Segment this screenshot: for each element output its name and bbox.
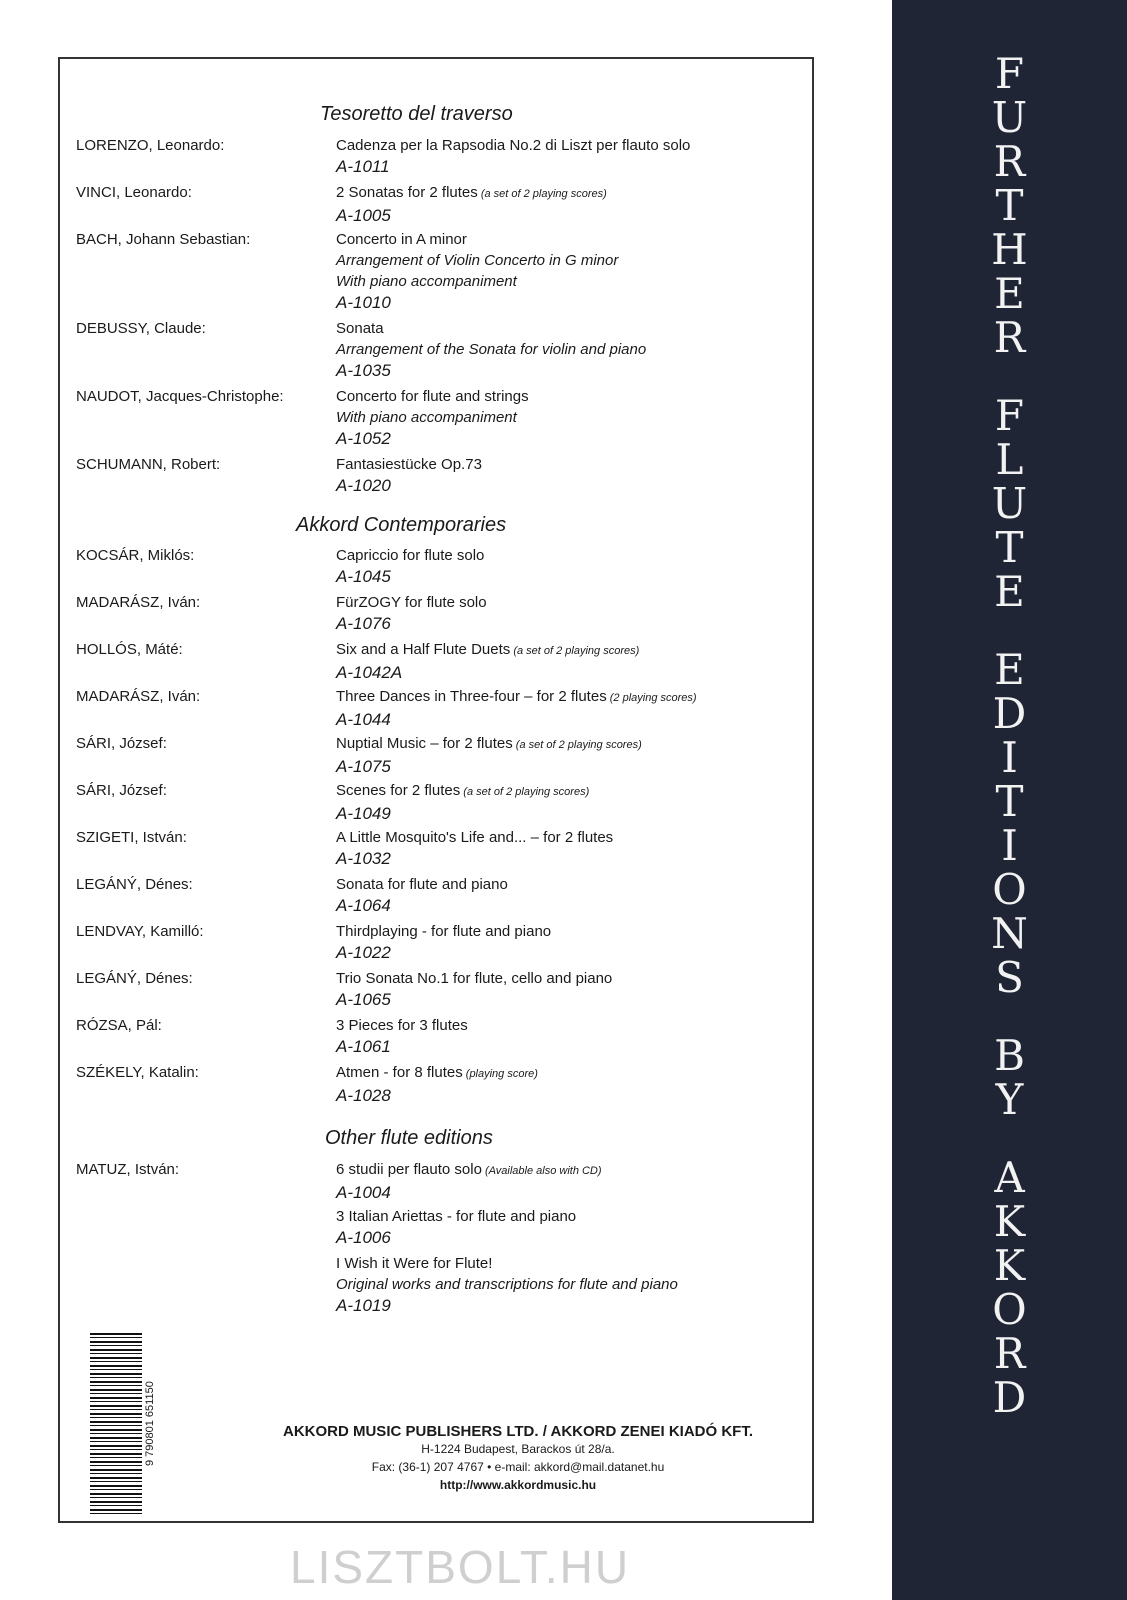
catalog-code: A-1019 bbox=[336, 1296, 391, 1315]
work-title: Trio Sonata No.1 for flute, cello and piano bbox=[336, 970, 613, 987]
sidebar-letter: F bbox=[994, 391, 1025, 440]
work-title: Thirdplaying - for flute and piano bbox=[336, 923, 552, 940]
sidebar-letter: F bbox=[994, 49, 1025, 98]
section-title: Tesoretto del traverso bbox=[320, 103, 513, 125]
catalog-code: A-1065 bbox=[336, 990, 391, 1009]
catalog-code: A-1076 bbox=[336, 614, 391, 633]
catalog-code: A-1028 bbox=[336, 1086, 391, 1105]
catalog-code: A-1052 bbox=[336, 429, 391, 448]
work-title: Six and a Half Flute Duets (a set of 2 playing scores) bbox=[336, 641, 640, 658]
composer-name: BACH, Johann Sebastian: bbox=[76, 231, 251, 248]
catalog-code: A-1005 bbox=[336, 206, 391, 225]
sidebar-letter: U bbox=[991, 93, 1028, 142]
vertical-title bbox=[892, 49, 1127, 1454]
work-details bbox=[336, 1253, 678, 1316]
work-title: Fantasiestücke Op.73 bbox=[336, 456, 482, 473]
catalog-code: A-1004 bbox=[336, 1183, 391, 1202]
composer-name: SZÉKELY, Katalin: bbox=[76, 1064, 199, 1081]
work-title: Scenes for 2 flutes (a set of 2 playing scores) bbox=[336, 782, 590, 799]
composer-name: MADARÁSZ, Iván: bbox=[76, 594, 201, 611]
work-details bbox=[336, 1206, 576, 1248]
work-title: Capriccio for flute solo bbox=[336, 547, 485, 564]
sidebar-letter: T bbox=[995, 777, 1024, 826]
work-details bbox=[336, 733, 642, 777]
sidebar-letter: S bbox=[995, 953, 1024, 1002]
sidebar-letter: I bbox=[1001, 821, 1018, 870]
composer-name: LENDVAY, Kamilló: bbox=[76, 923, 204, 940]
work-details bbox=[336, 135, 690, 177]
composer-name: HOLLÓS, Máté: bbox=[76, 641, 183, 658]
work-title: 3 Pieces for 3 flutes bbox=[336, 1017, 468, 1034]
catalog-code: A-1022 bbox=[336, 943, 391, 962]
sidebar-letter: D bbox=[992, 689, 1027, 738]
work-details bbox=[336, 780, 589, 824]
sidebar-letter: T bbox=[995, 523, 1024, 572]
sidebar-letter: N bbox=[991, 909, 1028, 958]
work-title: Atmen - for 8 flutes (playing score) bbox=[336, 1064, 538, 1081]
composer-name: LEGÁNÝ, Dénes: bbox=[76, 876, 193, 893]
work-note: (2 playing scores) bbox=[606, 692, 697, 704]
watermark: LISZTBOLT.HU bbox=[290, 1541, 631, 1593]
work-title: 6 studii per flauto solo (Available also with CD) bbox=[336, 1161, 602, 1178]
work-details bbox=[336, 318, 646, 381]
sidebar-letter: E bbox=[994, 645, 1025, 694]
work-title: Concerto in A minor bbox=[336, 231, 467, 248]
title-sidebar bbox=[892, 0, 1127, 1600]
sidebar-word bbox=[992, 1153, 1027, 1422]
sidebar-word bbox=[991, 391, 1028, 616]
catalog-code: A-1075 bbox=[336, 757, 391, 776]
sidebar-word bbox=[994, 1031, 1025, 1124]
composer-name: MATUZ, István: bbox=[76, 1161, 180, 1178]
work-title: 2 Sonatas for 2 flutes (a set of 2 playing scores) bbox=[336, 184, 607, 201]
sidebar-letter: T bbox=[995, 181, 1024, 230]
work-note: (a set of 2 playing scores) bbox=[477, 188, 607, 200]
work-details bbox=[336, 827, 613, 869]
sidebar-letter: B bbox=[994, 1031, 1025, 1080]
work-title: Three Dances in Three-four – for 2 flutes (2 playing scores) bbox=[336, 688, 697, 705]
catalog-code: A-1010 bbox=[336, 293, 391, 312]
work-details bbox=[336, 1062, 538, 1106]
work-note: (a set of 2 playing scores) bbox=[460, 786, 590, 798]
work-title: Cadenza per la Rapsodia No.2 di Liszt per flauto solo bbox=[336, 137, 691, 154]
section-title: Other flute editions bbox=[325, 1127, 493, 1149]
catalog-code: A-1064 bbox=[336, 896, 391, 915]
sidebar-letter: L bbox=[995, 435, 1024, 484]
work-title: I Wish it Were for Flute! bbox=[336, 1255, 493, 1272]
sidebar-letter: H bbox=[991, 225, 1028, 274]
work-title: 3 Italian Ariettas - for flute and piano bbox=[336, 1208, 577, 1225]
work-subtitle: Arrangement of the Sonata for violin and piano bbox=[336, 341, 647, 358]
catalog-code: A-1020 bbox=[336, 476, 391, 495]
work-title: FürZOGY for flute solo bbox=[336, 594, 487, 611]
sidebar-letter: R bbox=[993, 1329, 1026, 1378]
catalog-code: A-1044 bbox=[336, 710, 391, 729]
sidebar-letter: O bbox=[992, 1285, 1027, 1334]
work-details bbox=[336, 182, 607, 226]
composer-name: MADARÁSZ, Iván: bbox=[76, 688, 201, 705]
publisher-website[interactable]: http://www.akkordmusic.hu bbox=[439, 1478, 597, 1492]
section-title: Akkord Contemporaries bbox=[296, 514, 507, 536]
sidebar-letter: K bbox=[993, 1241, 1026, 1290]
sidebar-letter: D bbox=[992, 1373, 1027, 1422]
composer-name: SZIGETI, István: bbox=[76, 829, 187, 846]
sidebar-letter: K bbox=[993, 1197, 1026, 1246]
sidebar-word bbox=[991, 49, 1028, 362]
work-note: (a set of 2 playing scores) bbox=[510, 645, 640, 657]
sidebar-letter: Y bbox=[995, 1075, 1024, 1124]
work-note: (playing score) bbox=[462, 1068, 538, 1080]
work-details bbox=[336, 1015, 468, 1057]
composer-name: NAUDOT, Jacques-Christophe: bbox=[76, 388, 284, 405]
catalog-code: A-1011 bbox=[336, 157, 390, 176]
work-details bbox=[336, 592, 487, 634]
work-details bbox=[336, 874, 508, 916]
work-details bbox=[336, 454, 482, 496]
barcode-number: 9 790801 651150 bbox=[144, 1381, 156, 1467]
composer-name: LORENZO, Leonardo: bbox=[76, 137, 225, 154]
work-title: Sonata for flute and piano bbox=[336, 876, 508, 893]
catalog-code: A-1006 bbox=[336, 1228, 391, 1247]
catalog-code: A-1035 bbox=[336, 361, 391, 380]
catalog-code: A-1061 bbox=[336, 1037, 391, 1056]
catalog-panel bbox=[58, 57, 814, 1523]
work-details bbox=[336, 968, 612, 1010]
catalog-code: A-1032 bbox=[336, 849, 391, 868]
catalog-code: A-1042A bbox=[336, 663, 403, 682]
publisher-name: AKKORD MUSIC PUBLISHERS LTD. / AKKORD ZENEI KIADÓ KFT. bbox=[282, 1423, 753, 1440]
work-details bbox=[336, 1159, 602, 1203]
work-details bbox=[336, 229, 618, 313]
work-note: (Available also with CD) bbox=[481, 1165, 602, 1177]
composer-name: KOCSÁR, Miklós: bbox=[76, 547, 195, 564]
publisher-address: H-1224 Budapest, Barackos út 28/a. bbox=[421, 1442, 615, 1456]
composer-name: RÓZSA, Pál: bbox=[76, 1017, 162, 1034]
sidebar-word bbox=[991, 645, 1028, 1002]
sidebar-letter: E bbox=[994, 567, 1025, 616]
catalog-code: A-1049 bbox=[336, 804, 391, 823]
publisher-contact: Fax: (36-1) 207 4767 • e-mail: akkord@mail.datanet.hu bbox=[371, 1460, 665, 1474]
composer-name: VINCI, Leonardo: bbox=[76, 184, 192, 201]
sidebar-letter: E bbox=[994, 269, 1025, 318]
work-subtitle: With piano accompaniment bbox=[336, 409, 517, 426]
work-subtitle: Original works and transcriptions for flute and piano bbox=[336, 1276, 678, 1293]
publisher-footer bbox=[60, 1423, 816, 1494]
composer-name: LEGÁNÝ, Dénes: bbox=[76, 970, 193, 987]
work-note: (a set of 2 playing scores) bbox=[512, 739, 642, 751]
work-details bbox=[336, 386, 529, 449]
work-details bbox=[336, 921, 551, 963]
composer-name: SÁRI, József: bbox=[76, 782, 167, 799]
composer-name: DEBUSSY, Claude: bbox=[76, 320, 206, 337]
sidebar-letter: U bbox=[991, 479, 1028, 528]
work-title: Concerto for flute and strings bbox=[336, 388, 529, 405]
composer-name: SCHUMANN, Robert: bbox=[76, 456, 221, 473]
work-details bbox=[336, 686, 697, 730]
sidebar-letter: O bbox=[992, 865, 1027, 914]
work-title: Nuptial Music – for 2 flutes (a set of 2 playing scores) bbox=[336, 735, 642, 752]
work-subtitle: With piano accompaniment bbox=[336, 273, 517, 290]
catalog-code: A-1045 bbox=[336, 567, 391, 586]
sidebar-letter: I bbox=[1001, 733, 1018, 782]
sidebar-letter: R bbox=[993, 313, 1026, 362]
work-details bbox=[336, 639, 639, 683]
sidebar-letter: A bbox=[994, 1153, 1025, 1202]
sidebar-letter: R bbox=[993, 137, 1026, 186]
composer-name: SÁRI, József: bbox=[76, 735, 167, 752]
work-title: Sonata bbox=[336, 320, 384, 337]
work-details bbox=[336, 545, 484, 587]
work-title: A Little Mosquito's Life and... – for 2 flutes bbox=[336, 829, 614, 846]
work-subtitle: Arrangement of Violin Concerto in G minor bbox=[336, 252, 619, 269]
